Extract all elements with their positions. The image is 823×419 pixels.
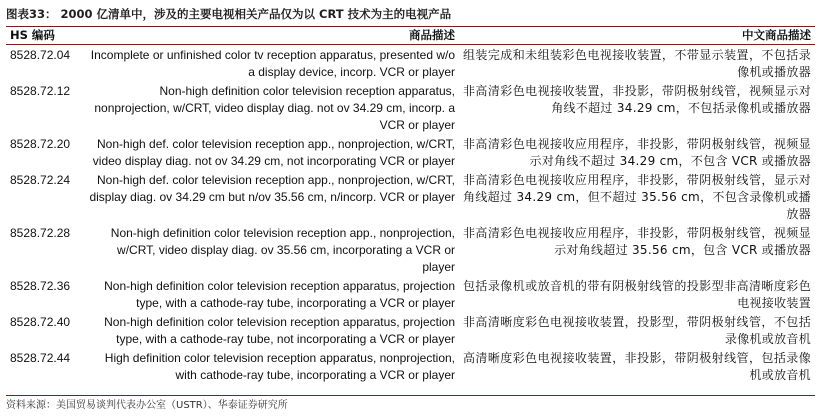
chinese-description-cell: 非高清晰度彩色电视接收装置，投影型，带阴极射线管，不包括录像机或放音机 (463, 315, 811, 346)
chinese-description-cell: 非高清彩色电视接收应用程序，非投影，带阴极射线管，显示对角线超过 34.29 cm，但不超过 35.56 cm，不包含录像机或播放器 (463, 173, 811, 221)
table-row (6, 348, 815, 384)
table-row (6, 45, 815, 82)
table-row (6, 276, 815, 312)
description-cell: Non-high definition color television reception apparatus, projection type, with a cathode-ray tube, incorporating a VCR or player (104, 279, 455, 310)
figure-title: 图表33： 2000 亿清单中，涉及的主要电视相关产品仅为以 CRT 技术为主的电视产品 (6, 7, 452, 21)
bottom-rule (6, 395, 815, 396)
hs-code-cell: 8528.72.04 (10, 48, 71, 62)
hs-code-cell: 8528.72.20 (10, 137, 71, 151)
chinese-description-cell: 非高清彩色电视接收应用程序，非投影，带阴极射线管，视频显示对角线超过 35.56 cm，包含 VCR 或播放器 (463, 226, 811, 257)
header-chinese-description: 中文商品描述 (459, 27, 815, 45)
hs-code-cell: 8528.72.44 (10, 351, 71, 365)
description-cell: Non-high definition color television reception app., nonprojection, w/CRT, video display diag. ov 35.56 cm, incorporating a VCR or player (110, 226, 455, 274)
table-row (6, 223, 815, 276)
description-cell: High definition color television reception apparatus, nonprojection, with cathode-ray tube, incorporating a VCR or player (104, 351, 455, 382)
header-row (6, 27, 815, 45)
hs-code-cell: 8528.72.12 (10, 84, 71, 98)
source-note: 资料来源：美国贸易谈判代表办公室（USTR）、华泰证券研究所 (6, 400, 288, 411)
description-cell: Non-high definition color television reception apparatus, projection type, with a cathode-ray tube, not incorporating a VCR or player (104, 315, 455, 346)
hs-code-cell: 8528.72.24 (10, 173, 71, 187)
description-cell: Non-high def. color television reception app., nonprojection, w/CRT, display diag. ov 34.29 cm but n/ov 35.56 cm, n/incorp. VCR or player (89, 173, 455, 204)
chinese-description-cell: 组装完成和未组装彩色电视接收装置，不带显示装置，不包括录像机或播放器 (463, 48, 811, 79)
table-row (6, 134, 815, 170)
description-cell: Incomplete or unfinished color tv reception apparatus, presented w/o a display device, incorp. VCR or player (90, 48, 455, 79)
description-cell: Non-high definition color television reception apparatus, nonprojection, w/CRT, video display diag. not ov 34.29 cm, incorp. a VCR or player (94, 84, 455, 132)
header-hs-code: HS 编码 (6, 27, 82, 45)
table-row (6, 312, 815, 348)
chinese-description-cell: 非高清彩色电视接收装置，非投影，带阴极射线管，视频显示对角线不超过 34.29 cm，不包括录像机或播放器 (463, 84, 811, 115)
hs-code-cell: 8528.72.40 (10, 315, 71, 329)
table-row (6, 81, 815, 134)
description-cell: Non-high def. color television reception app., nonprojection, w/CRT, video display diag. not ov 34.29 cm, not incorporating VCR or player (92, 137, 455, 168)
chinese-description-cell: 包括录像机或放音机的带有阴极射线管的投影型非高清晰度彩色电视接收装置 (463, 279, 811, 310)
chinese-description-cell: 高清晰度彩色电视接收装置，非投影，带阴极射线管，包括录像机或放音机 (463, 351, 811, 382)
header-description: 商品描述 (82, 27, 459, 45)
hs-code-cell: 8528.72.28 (10, 226, 71, 240)
tariff-table (6, 27, 815, 384)
table-row (6, 170, 815, 223)
chinese-description-cell: 非高清彩色电视接收应用程序，非投影，带阴极射线管，视频显示对角线不超过 34.29 cm，不包含 VCR 或播放器 (463, 137, 811, 168)
hs-code-cell: 8528.72.36 (10, 279, 71, 293)
